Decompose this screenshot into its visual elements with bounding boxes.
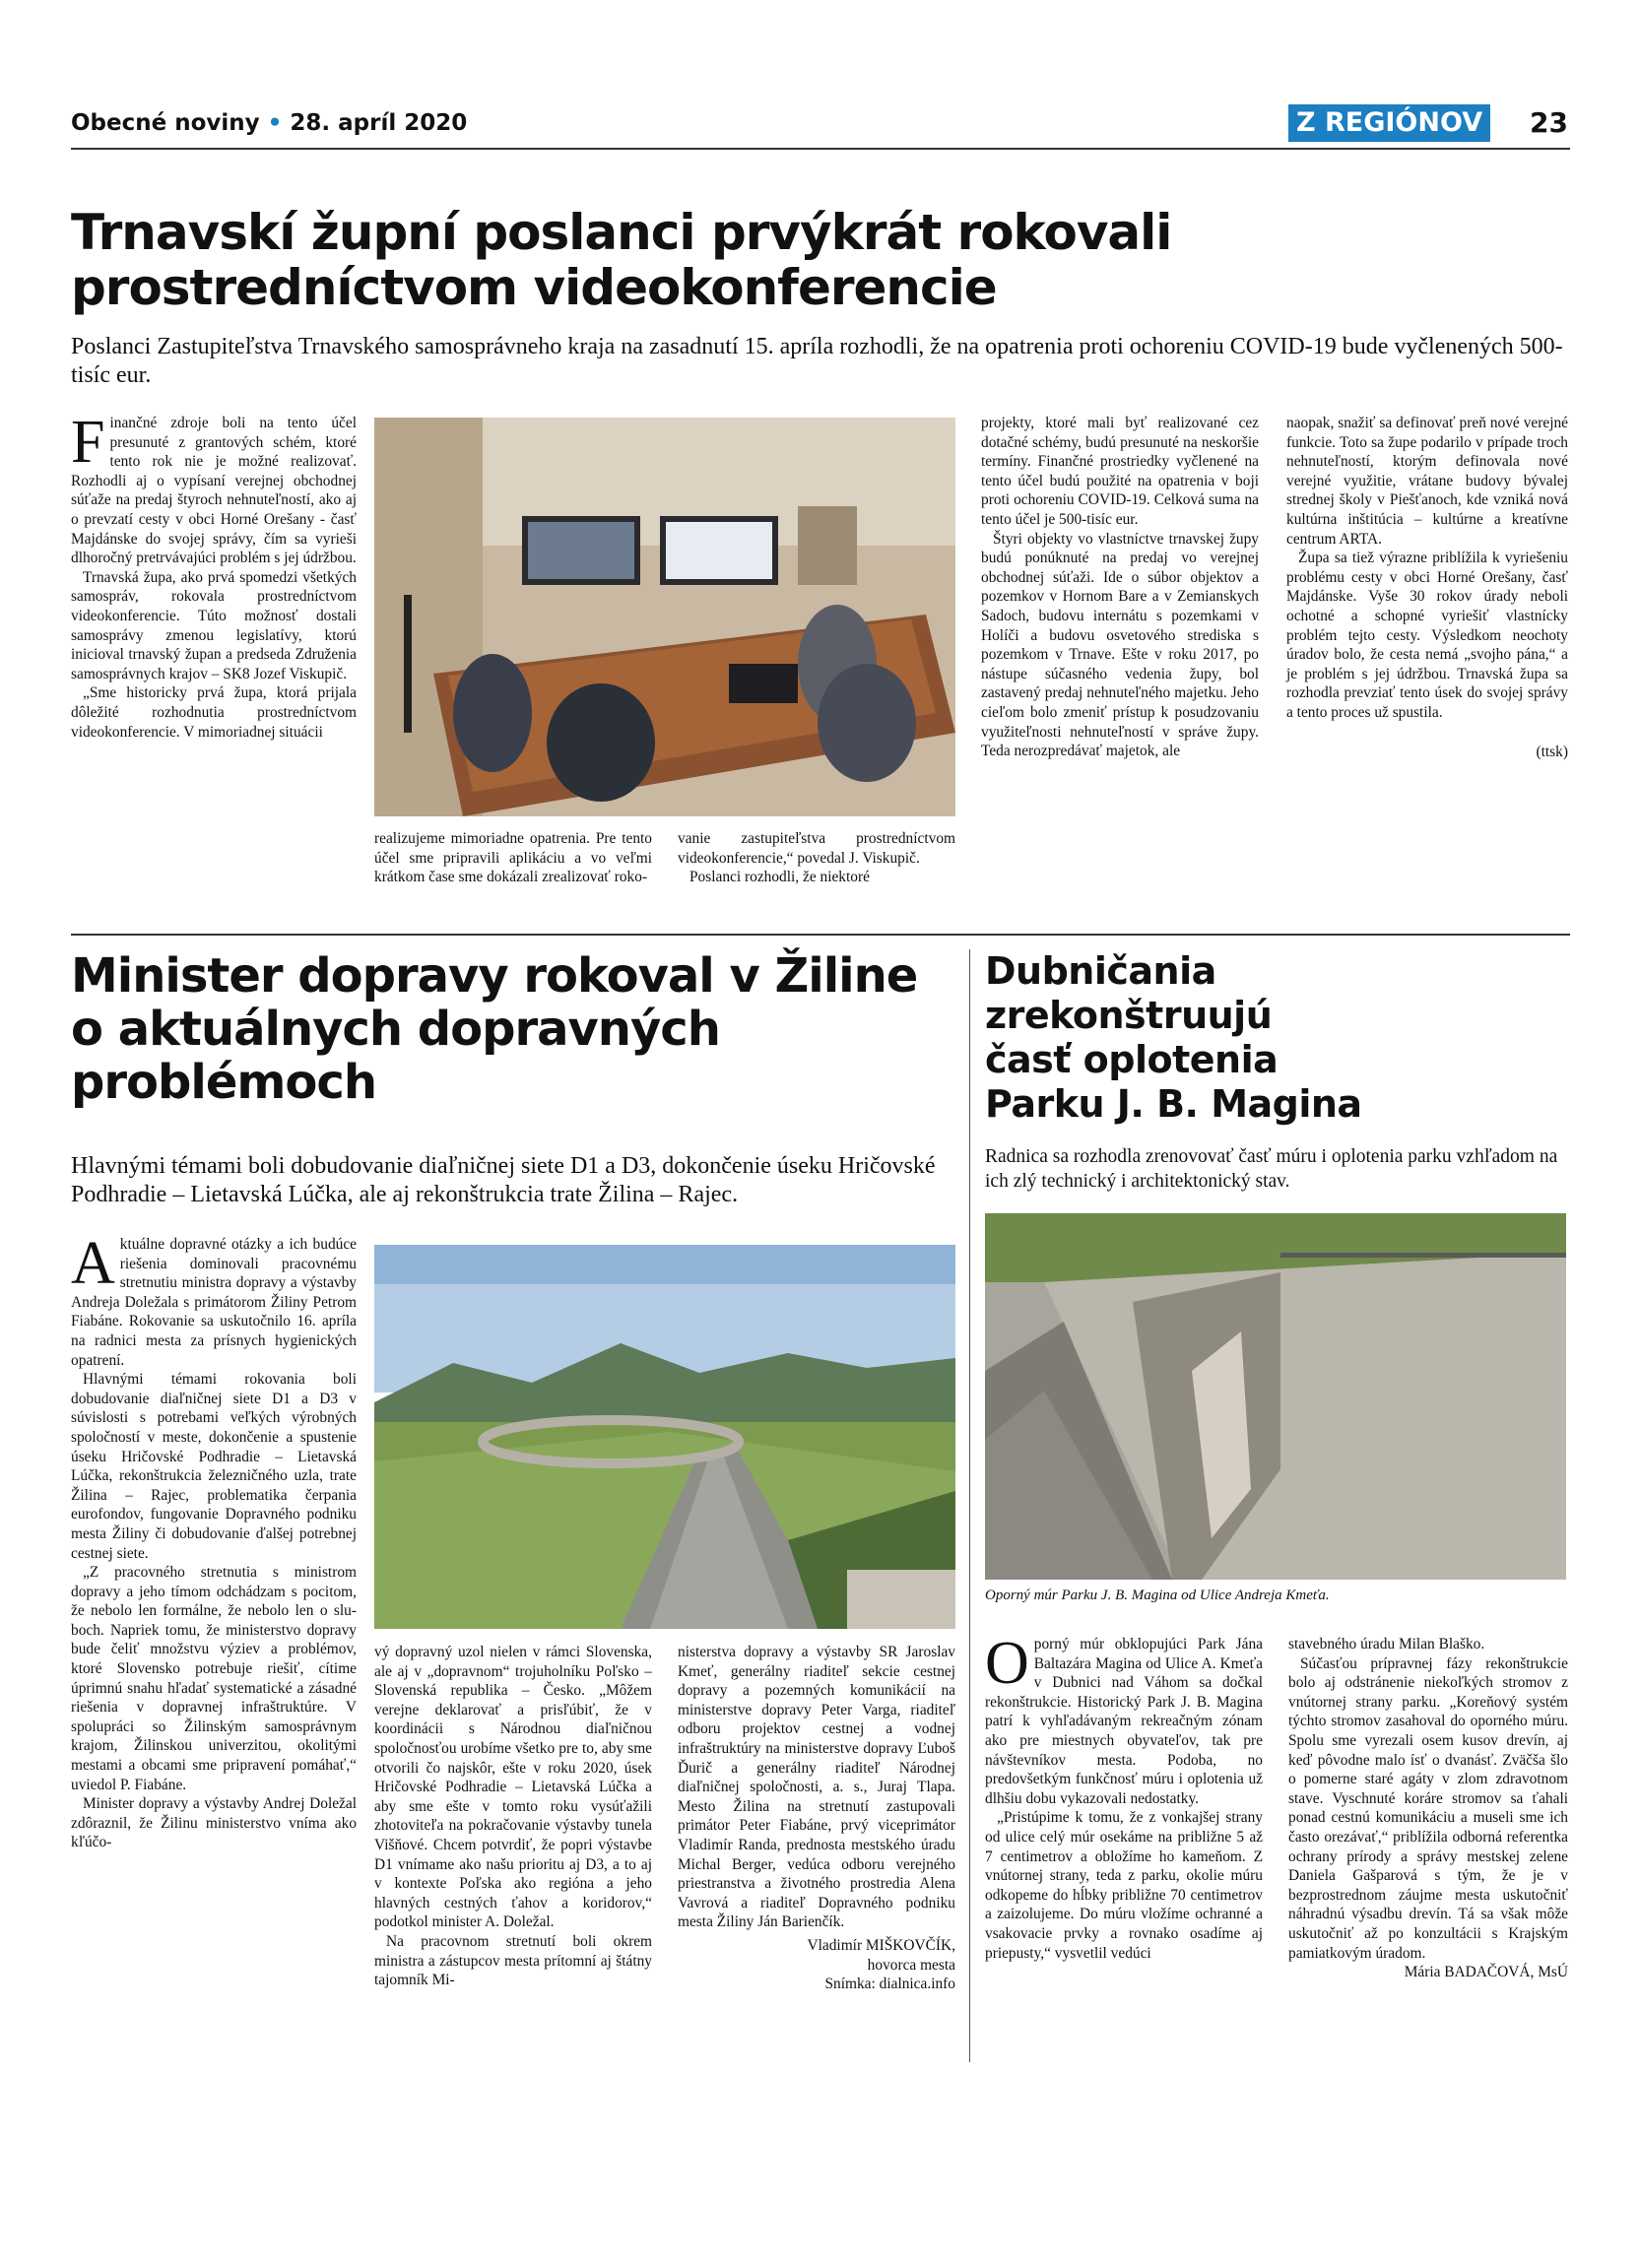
header-rule — [71, 148, 1570, 150]
paragraph: vanie zastupiteľstva prostredníctvom videokonferencie,“ povedal J. Viskupič. — [678, 830, 955, 867]
article3-title-line: časť oplotenia — [985, 1038, 1279, 1081]
article2-col1 — [71, 1230, 357, 1852]
article2-col2 — [374, 1643, 652, 1990]
article1-col1 — [71, 409, 357, 742]
section-label: Z REGIÓNOV — [1288, 104, 1490, 142]
paragraph: ktuálne dopravné otázky a ich budúce riešenia dominovali pracovnému stretnutiu ministra dopravy a výstavby Andreja Doležala s primátorom Žiliny Petrom Fiabáne. Rokovanie sa uskutočnilo 16. apríla na radnici mesta za prísnych hygienických opatrení. — [71, 1236, 357, 1369]
highway-photo — [374, 1245, 955, 1629]
article3-col2 — [1288, 1635, 1568, 1982]
article1-title-line: prostredníctvom videokonferencie — [71, 259, 997, 316]
article2-photo-credit: Snímka: dialnica.info — [824, 1976, 955, 1993]
article3-title — [985, 949, 1566, 1127]
article-divider — [71, 934, 1570, 936]
article3-col1 — [985, 1630, 1263, 1963]
drop-cap: F — [71, 409, 105, 476]
article3-title-line: zrekonštruujú — [985, 994, 1273, 1037]
bullet: • — [267, 110, 283, 136]
article2-signature-role: hovorca mesta — [867, 1956, 955, 1974]
article1-col5 — [1286, 414, 1568, 761]
paragraph: Minister dopravy a výstavby Andrej Doležal zdôraznil, že Žilinu ministerstvo vníma ako kľúčo- — [71, 1795, 357, 1851]
paragraph: Poslanci rozhodli, že niektoré — [689, 869, 870, 886]
article3-lead: Radnica sa rozhodla zrenovovať časť múru i oplotenia parku vzhľadom na ich zlý technický i architektonický stav. — [985, 1146, 1558, 1192]
paragraph: „Z pracovného stretnutia s ministrom dopravy a jeho tímom odchádzam s pocitom, že nebolo len formálne, že nebolo len o slu-boch. Napriek tomu, že ministerstvo dopravy bude čeliť množstvu výziev a problémov, ktoré Slovensko potrebuje riešiť, cítime úprimnú snahu hľadať systematické a zásadné riešenia v dopravnej infraštruktúre. V spolupráci so Žilinským samosprávnym krajom, Žilinskou univerzitou, okolitými mestami a obcami sme pripravení pomáhať,“ uviedol P. Fiabáne. — [71, 1564, 357, 1793]
paragraph: projekty, ktoré mali byť realizované cez dotačné schémy, budú presunuté na neskoršie termíny. Finančné prostriedky vyčlenené na tento účel budú použité na opatrenia v boji proti ochoreniu COVID-19. Celková suma na tento účel je 500-tisíc eur. — [981, 415, 1259, 528]
article3-title-line: Dubničania — [985, 949, 1216, 993]
paragraph: „Pristúpime k tomu, že z vonkajšej strany od ulice celý múr osekáme na približne 5 až 7 centimetrov a obložíme ho kameňom. Z vnútornej strany, teda z parku, okolie múru odkopeme do hĺbky približne 70 centimetrov a zaizolujeme. Do múru vložíme ochranné a vsakovacie prvky a rovnako osadíme aj priepusty,“ vysvetlil vedúci — [985, 1809, 1263, 1962]
paragraph: naopak, snažiť sa definovať preň nové verejné funkcie. Toto sa župe podarilo v prípade troch nehnuteľností, ktorým definovala nové verejné využitie, vrátane budovy bývalej strednej školy v Piešťanoch, kde vzniká nová kultúrna inštitúcia – kultúrne a kreatívne centrum ARTA. — [1286, 415, 1568, 548]
article1-title — [71, 205, 1568, 315]
wall-photo-caption: Oporný múr Parku J. B. Magina od Ulice Andreja Kmeťa. — [985, 1588, 1330, 1603]
article2-lead: Hlavnými témami boli dobudovanie diaľničnej siete D1 a D3, dokončenie úseku Hričovské Podhradie – Lietavská Lúčka, ale aj rekonštrukcia trate Žilina – Rajec. — [71, 1153, 936, 1207]
paragraph: Súčasťou prípravnej fázy rekonštrukcie bolo aj odstránenie niekoľkých stromov z vnútornej strany parku. „Koreňový systém týchto stromov zasahoval do oporného múru. Spolu sme vyrezali osem kusov drevín, aj keď pôvodne malo ísť o dvanásť. Zväčša šlo o pomerne staré agáty v zlom zdravotnom stave. Vyschnuté koráre stromov sa ťahali ponad cestnú komunikáciu a museli sme ich často orezávať,“ priblížila odborná referentka ochrany prírody a správy mestskej zelene Daniela Gašparová s tým, že je v bezprostrednom záujme mesta uskutočniť náhradnú výsadbu drevín. Tá sa však môže uskutočniť až po konzultácii s Krajským pamiatkovým úradom. — [1288, 1654, 1568, 1962]
column-divider — [969, 949, 970, 2062]
paragraph: vý dopravný uzol nielen v rámci Slovenska, ale aj v „dopravnom“ trojuholníku Poľsko – Slovenská republika – Česko. „Môžem verejne deklarovať a prisľúbiť, že v koordinácii s Národnou diaľničnou spoločnosťou urobíme všetko pre to, aby sme otvorili čo najskôr, ešte v roku 2020, úsek Hričovské Podhradie – Lietavská Lúčka a aby sme ešte v tomto roku vysúťažili zhotoviteľa na pokračovanie výstavby tunela Višňové. Chcem potvrdiť, že popri výstavbe D1 vnímame ako našu prioritu aj D3, a to aj v kontexte Poľska ako regióna a jeho hlavných cestných ťahov a koridorov,“ podotkol minister A. Doležal. — [374, 1644, 652, 1931]
videoconference-photo — [374, 418, 955, 816]
paragraph: nisterstva dopravy a výstavby SR Jaroslav Kmeť, generálny riaditeľ sekcie cestnej dopravy a pozemných komunikácií na ministerstve dopravy Peter Varga, riaditeľ odboru projektov cestnej a vodnej infraštruktúry na ministerstve dopravy Ľuboš Ďurič a generálny riaditeľ Národnej diaľničnej spoločnosti, a. s., Juraj Tlapa. Mesto Žilina na stretnutí zastupovali primátor Peter Fiabáne, prvý viceprimátor Vladimír Randa, prednosta mestského úradu Michal Berger, vedúca odboru verejného priestranstva a životného prostredia Alena Vavrová a riaditeľ Dopravného podniku mesta Žiliny Ján Barienčík. — [678, 1644, 955, 1931]
article2-title-line: o aktuálnych dopravných — [71, 1002, 720, 1057]
page-number: 23 — [1530, 106, 1568, 139]
article2-title-line: problémoch — [71, 1055, 376, 1110]
paragraph: Župa sa tiež výrazne priblížila k vyriešeniu problému cesty v obci Horné Orešany, časť Majdánske. Vyše 30 rokov úrady neboli ochotné a schopné vyriešiť vlastnícky problém tejto cesty. Výsledkom neochoty úradov bolo, že cesta nemá „svojho pána,“ a je problém s jej údržbou. Trnavská župa sa rozhodla prevziať tento úsek do svojej správy a tento proces už spustila. — [1286, 550, 1568, 721]
article2-title — [71, 949, 977, 1109]
paragraph: Hlavnými témami rokovania boli dobudovanie diaľničnej siete D1 a D3 v súvislosti s potrebami veľkých výrobných spoločností v meste, dokončenie a spustenie úseku Hričovské Podhradie – Lietavská Lúčka, rekonštrukcia železničného uzla, trate Žilina – Rajec, problematika čerpania eurofondov, fungovanie Dopravného podniku mesta Žiliny či dobudovanie ďalšej potrebnej cestnej siete. — [71, 1371, 357, 1562]
article3-signature: Mária BADAČOVÁ, MsÚ — [1404, 1964, 1568, 1981]
article2-title-line: Minister dopravy rokoval v Žiline — [71, 948, 918, 1004]
issue-date: 28. apríl 2020 — [290, 110, 468, 136]
article3-title-line: Parku J. B. Magina — [985, 1082, 1362, 1126]
article1-title-line: Trnavskí župní poslanci prvýkrát rokovali — [71, 204, 1172, 261]
article2-signature-name: Vladimír MIŠKOVČÍK, — [807, 1936, 955, 1954]
article1-col2 — [374, 829, 652, 887]
article1-signature: (ttsk) — [1536, 743, 1568, 760]
paragraph: „Sme historicky prvá župa, ktorá prijala dôležité rozhodnutia prostredníctvom videokonferencie. V mimoriadnej situácii — [71, 684, 357, 741]
paragraph: Trnavská župa, ako prvá spomedzi všetkých samospráv, rokovala prostredníctvom videokonferencie. Túto možnosť dostali samosprávy zmenou legislatívy, ktorú inicioval trnavský župan a predseda Združenia samosprávnych krajov – SK8 Jozef Viskupič. — [71, 568, 357, 682]
paragraph: Štyri objekty vo vlastníctve trnavskej župy budú ponúknuté na predaj vo verejnej obchodnej súťaži. Ide o súbor objektov a pozemkov v Hornom Bare a v Zemianskych Sadoch, budovu internátu s pozemkami v Holíči a budovu osvetového strediska s pozemkom v Trnave. Ešte v roku 2017, po nástupe súčasného vedenia župy, bol zastavený predaj nehnuteľného majetku. Jeho cieľom bolo zmeniť prístup k posudzovaniu využiteľnosti nehnuteľností v správe župy. Teda nerozpredávať majetok, ale — [981, 530, 1259, 760]
paragraph: stavebného úradu Milan Blaško. — [1288, 1636, 1485, 1652]
wall-photo — [985, 1213, 1566, 1580]
paragraph: Na pracovnom stretnutí boli okrem ministra a zástupcov mesta prítomní aj štátny tajomník Mi- — [374, 1932, 652, 1989]
article1-col4 — [981, 414, 1259, 761]
paragraph: porný múr obklopujúci Park Jána Baltazára Magina od Ulice A. Kmeťa v Dubnici nad Váhom sa dočkal rekonštrukcie. Historický Park J. B. Magina patrí k vyhľadávaným rekreačným zónam ako pre miestnych obyvateľov, tak pre návštevníkov mesta. Podoba, no predovšetkým funkčnosť múru i oplotenia už dlhšiu dobu vykazovali nedostatky. — [985, 1636, 1263, 1807]
article2-col3 — [678, 1643, 955, 1994]
article1-lead: Poslanci Zastupiteľstva Trnavského samosprávneho kraja na zasadnutí 15. apríla rozhodli, že na opatrenia proti ochoreniu COVID-19 bude vyčlenených 500-tisíc eur. — [71, 334, 1563, 388]
masthead — [71, 110, 467, 136]
paper-name: Obecné noviny — [71, 110, 260, 136]
drop-cap: O — [985, 1630, 1029, 1697]
drop-cap: A — [71, 1230, 115, 1297]
article1-col3 — [678, 829, 955, 887]
paragraph: inančné zdroje boli na tento účel presunuté z grantových schém, ktoré tento rok nie je možné realizovať. Rozhodli aj o vypísaní verejnej obchodnej súťaže na predaj štyroch nehnuteľností, ako aj o prevzatí cesty v obci Horné Orešany - časť Majdánske do svojej správy, čím sa vyrieši dlhoročný pretrvávajúci problém s jej údržbou. — [71, 415, 357, 567]
paragraph: realizujeme mimoriadne opatrenia. Pre tento účel sme pripravili aplikáciu a vo veľmi krátkom čase sme dokázali zrealizovať roko- — [374, 830, 652, 886]
